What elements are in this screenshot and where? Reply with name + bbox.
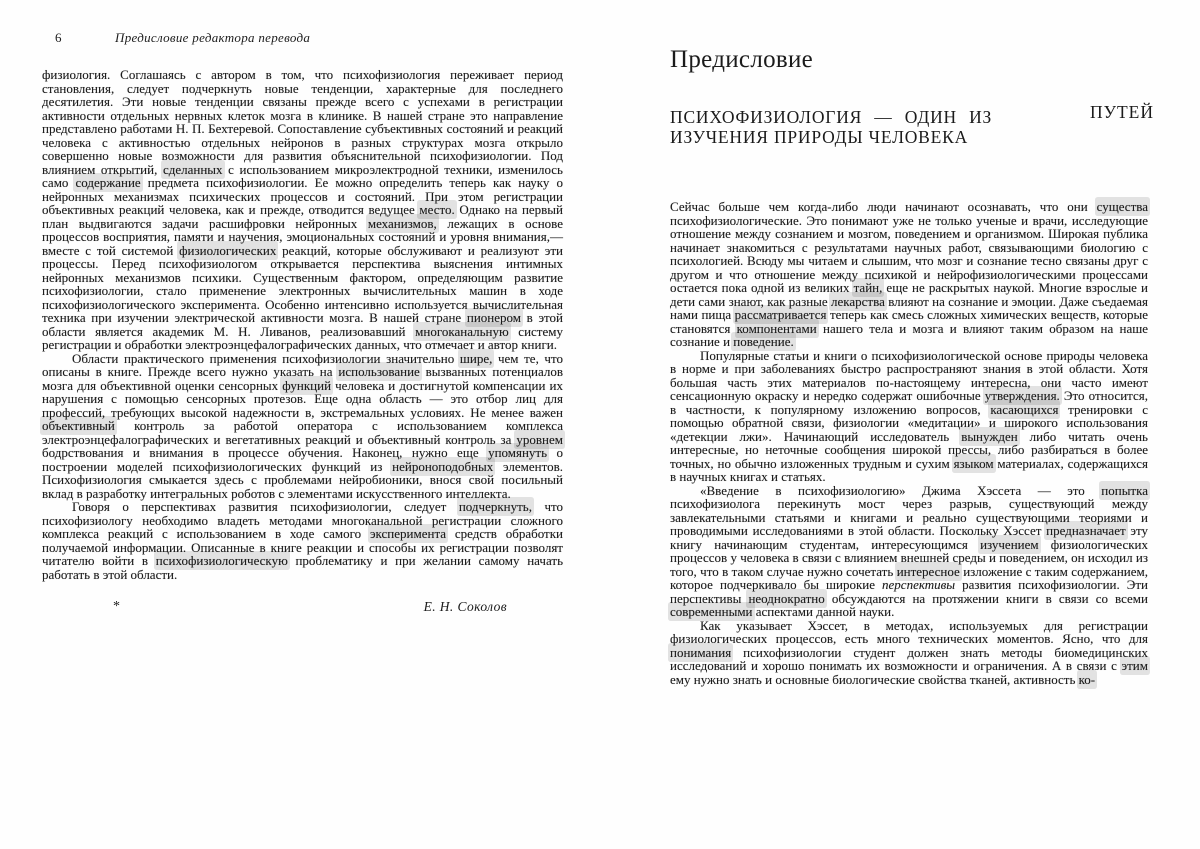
scan-artifact: вынужден <box>961 428 1018 444</box>
scan-artifact: место. <box>419 202 455 217</box>
scan-artifact: попытка <box>1101 482 1148 498</box>
left-page <box>42 30 563 619</box>
editor-signature: Е. Н. Соколов <box>423 599 507 614</box>
scan-artifact: психофизиологическую <box>155 553 288 568</box>
preface-title: Предисловие <box>670 46 814 73</box>
scan-artifact: ко- <box>1078 671 1096 687</box>
scan-artifact: поведение. <box>733 334 794 349</box>
chapter-heading-line1-text: ПСИХОФИЗИОЛОГИЯ — ОДИН ИЗ <box>670 107 993 127</box>
right-page <box>670 46 1154 687</box>
scan-artifact: подчеркнуть, <box>458 499 532 514</box>
paragraph: Как указывает Хэссет, в методах, используемых для регистрации физиологических процессов, есть много технических моментов. Ясно, что для понимания психофизиологии студент должен знать методы биомедицинских исследований и хорошо понимать их возможности и ограничения. А в связи с этим ему нужно знать и основные биологические свойства тканей, активность ко- <box>670 617 1148 687</box>
scan-artifact: использование <box>338 364 420 379</box>
scan-artifact: эксперимента <box>369 526 447 541</box>
scan-artifact: неоднократно <box>748 590 825 606</box>
scan-artifact: уровнем <box>516 431 563 447</box>
scan-artifact: интересное <box>896 563 960 579</box>
scan-artifact: сделанных <box>162 161 223 177</box>
scan-artifact: физиологических <box>179 242 277 258</box>
scan-artifact: механизмов, <box>367 215 437 231</box>
paragraph: «Введение в психофизиологию» Джима Хэссета — это попытка психофизиолога перекинуть мост через разрыв, существующий между завлекательными статьями и книгами и реально существующими теориями и проводимыми исследованиями в этой области. Поскольку Хэссет предназначает эту книгу начинающим студентам, интересующимся изучением физиологических процессов у человека в связи с влиянием внешней среды и поведением, он исходил из того, что в таком случае нужно сочетать интересное изложение с таким содержанием, которое подчеркивало бы широкие перспективы развития психофизиологии. Эти перспективы неоднократно обсуждаются на протяжении книги в связи со всеми современными аспектами данной науки. <box>670 482 1149 619</box>
chapter-heading-line1 <box>670 102 1154 128</box>
scan-artifact: функций <box>282 377 332 393</box>
scan-artifact: современными <box>670 604 753 619</box>
paragraph: физиология. Соглашаясь с автором в том, что психофизиология переживает период становления, следует подчеркнуть новые тенденции, характерные для последнего десятилетия. Эти новые тенденции связаны прежде всего с успехами в регистрации активности отдельных нервных клеток мозга в клинике. В нашей стране это направление представлено работами Н. П. Бехтеревой. Сопоставление субъективных состояний и реакций человека с активностью отдельных нейронов в разных структурах мозга открыло совершенно новые возможности для развития объяснительной психофизиологии. Под влиянием открытий, сделанных с использованием микроэлектродной техники, изменилось само содержание предмета психофизиологии. Ее можно определить теперь как науку о нейронных механизмах психических процессов и состояний. При этом регистрации объективных реакций человека, как и прежде, отводится ведущее место. Однако на первый план выдвигаются задачи расшифровки нейронных механизмов, лежащих в основе процессов восприятия, памяти и научения, эмоциональных состояний и уровня внимания,— вместе с той системой физиологических реакций, которые обслуживают и реализуют эти процессы. Перед психофизиологом открывается перспектива выяснения интимных нейронных механизмов психики. Существенным фактором, определяющим развитие психофизиологии, стало применение электронных вычислительных машин в ходе психофизиологического эксперимента. Особенно интенсивно используется вычислительная техника при изучении электрической активности мозга. В нашей стране пионером в этой области является академик М. Н. Ливанов, реализовавший многоканальную систему регистрации и обработки электроэнцефалографических данных, что отмечает и автор книги. <box>42 67 564 352</box>
chapter-heading-line2: ИЗУЧЕНИЯ ПРИРОДЫ ЧЕЛОВЕКА <box>670 126 969 147</box>
scan-artifact: тайн, <box>853 280 883 295</box>
paragraph: Популярные статьи и книги о психофизиологической основе природы человека в норме и при заболеваниях быстро распространяют знания в этой области. Хотя большая часть этих материалов по-настоящему интересна, они часто имеют сенсационную окраску и нередко содержат ошибочные утверждения. Это относится, в частности, к популярному изложению вопросов, касающихся тренировки с помощью обратной связи, физиологии «медитации» и широкого использования «детекции лжи». Начинающий исследователь вынужден либо читать очень интересные, но неточные сообщения широкой прессы, либо разбираться в более точных, но обычно изложенных трудным и сухим языком материалах, содержащихся в научных книгах и статьях. <box>670 347 1149 484</box>
right-page-body <box>670 200 1148 686</box>
scan-artifact: нейроноподобных <box>392 458 494 474</box>
scan-artifact: лекарства <box>831 293 885 309</box>
scan-artifact: компонентами <box>736 320 817 336</box>
scan-artifact: касающихся <box>990 401 1059 417</box>
signature-row <box>42 599 563 619</box>
scan-artifact: пионером <box>466 310 521 325</box>
footnote-asterisk: * <box>113 599 120 614</box>
scan-artifact: объективный <box>42 418 115 433</box>
scan-artifact: многоканальную <box>415 323 509 339</box>
scan-artifact: языком <box>953 455 994 471</box>
paragraph: Сейчас больше чем когда-либо люди начинают осознавать, что они существа психофизиологические. Это понимают уже не только ученые и врачи, исследующие отношение между сознанием и мозгом, поведением и организмом. Широкая публика начинает знакомиться с результатами научных работ, связывающими биологию с психологией. Всюду мы читаем и слышим, что мозг и сознание тесно связаны друг с другом и что отношение между психикой и нейрофизиологическими процессами остается пока одной из великих тайн, еще не раскрытых наукой. Многие взрослые и дети сами знают, как разные лекарства влияют на сознание и эмоции. Даже съедаемая нами пища рассматривается теперь как смесь сложных химических веществ, которые становятся компонентами нашего тела и мозга и влияют таким образом на наше сознание и поведение. <box>670 199 1148 349</box>
scan-artifact: существа <box>1096 199 1148 214</box>
paragraph: Области практического применения психофизиологии значительно шире, чем те, что описаны в книге. Прежде всего нужно указать на использование вызванных потенциалов мозга для объективной оценки сенсорных функций человека и достигнутой компенсации их нарушения с помощью сенсорных протезов. Еще одна область — это отбор лиц для профессий, требующих высокой надежности в, экстремальных условиях. Не менее важен объективный контроль за работой оператора с использованием комплекса электроэнцефалографических и вегетативных реакций и объективный контроль за уровнем бодрствования и внимания в процессе обучения. Наконец, нужно еще упомянуть о построении моделей психофизиологических функций из нейроноподобных элементов. Психофизиология смыкается здесь с проблемами нейробионики, внося свой посильный вклад в разработку интегральных роботов с элементами искусственного интеллекта. <box>42 350 564 501</box>
chapter-heading <box>670 102 1154 147</box>
scan-artifact: этим <box>1121 658 1148 673</box>
paragraph: Говоря о перспективах развития психофизиологии, следует подчеркнуть, что психофизиологу необходимо владеть методами многоканальной регистрации сложного комплекса реакций с использованием в ходе самого эксперимента средств обработки получаемой информации. Описанные в книге реакции и способы их регистрации позволят читателю войти в психофизиологическую проблематику и при желании самому начать работать в этой области. <box>42 499 564 582</box>
running-header-title: Предисловие редактора перевода <box>115 30 311 45</box>
scan-artifact: изучением <box>980 536 1039 552</box>
scan-artifact: упомянуть <box>488 445 548 460</box>
running-header <box>42 30 563 46</box>
scan-artifact: предназначает <box>1046 523 1126 538</box>
scan-artifact: утверждения. <box>984 388 1060 403</box>
scan-artifact: рассматривается <box>734 307 827 322</box>
left-page-body <box>42 68 563 581</box>
scan-artifact: понимания <box>670 644 732 660</box>
scan-artifact: содержание <box>75 175 141 190</box>
page-number: 6 <box>55 30 62 45</box>
chapter-heading-offset-word: ПУТЕЙ <box>1089 102 1154 122</box>
scan-artifact: шире, <box>459 350 493 366</box>
